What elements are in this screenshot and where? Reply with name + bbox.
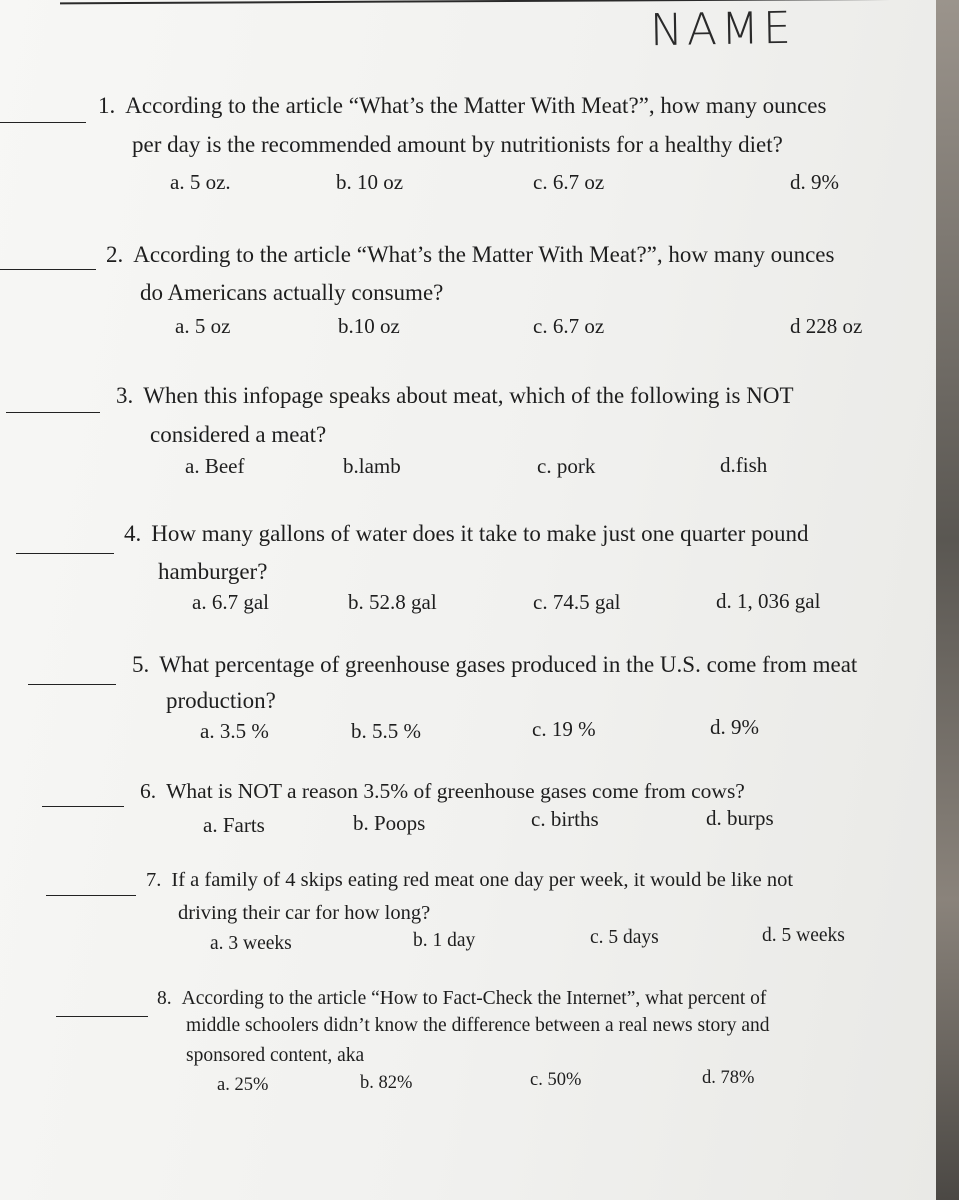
question-number: 3. (116, 383, 134, 408)
question-number: 1. (98, 93, 116, 118)
q8-option-a[interactable]: a. 25% (217, 1075, 269, 1095)
question-4-line-2: hamburger? (158, 559, 268, 584)
q4-option-c[interactable]: c. 74.5 gal (533, 590, 621, 614)
q2-option-b[interactable]: b.10 oz (338, 314, 400, 338)
question-text: When this infopage speaks about meat, which of the following is NOT (143, 383, 794, 408)
question-number: 6. (140, 779, 157, 803)
question-number: 8. (157, 988, 172, 1009)
q6-option-b[interactable]: b. Poops (353, 811, 426, 835)
question-8-line-3: sponsored content, aka (186, 1045, 365, 1066)
q8-option-d[interactable]: d. 78% (702, 1068, 755, 1088)
answer-blank-8[interactable] (56, 1016, 148, 1017)
question-text: How many gallons of water does it take to make just one quarter pound (151, 521, 809, 546)
q4-option-a[interactable]: a. 6.7 gal (192, 590, 269, 614)
q5-option-a[interactable]: a. 3.5 % (200, 719, 269, 743)
q1-option-b[interactable]: b. 10 oz (336, 170, 404, 194)
question-8-line-2: middle schoolers didn’t know the difference between a real news story and (186, 1015, 770, 1036)
answer-blank-6[interactable] (42, 806, 124, 807)
question-number: 5. (132, 652, 150, 677)
q6-option-c[interactable]: c. births (531, 807, 599, 831)
question-3-line-2: considered a meat? (150, 422, 327, 447)
question-text: What is NOT a reason 3.5% of greenhouse gases come from cows? (166, 779, 745, 803)
question-text: What percentage of greenhouse gases produced in the U.S. come from meat (159, 652, 858, 677)
q5-option-c[interactable]: c. 19 % (532, 717, 596, 741)
q1-option-a[interactable]: a. 5 oz. (170, 170, 231, 194)
answer-blank-3[interactable] (6, 412, 100, 413)
answer-blank-4[interactable] (16, 553, 114, 554)
question-text: If a family of 4 skips eating red meat one day per week, it would be like not (171, 869, 794, 891)
answer-blank-7[interactable] (46, 895, 136, 896)
q8-option-c[interactable]: c. 50% (530, 1070, 582, 1090)
q7-option-c[interactable]: c. 5 days (590, 927, 659, 948)
q3-option-b[interactable]: b.lamb (343, 454, 401, 478)
q5-option-d[interactable]: d. 9% (710, 715, 759, 739)
q6-option-d[interactable]: d. burps (706, 806, 774, 830)
question-7-line-1 (146, 870, 793, 891)
q2-option-c[interactable]: c. 6.7 oz (533, 314, 605, 338)
question-2-line-1 (106, 243, 834, 266)
background-surface (936, 0, 959, 1200)
answer-blank-1[interactable] (0, 122, 86, 123)
question-3-line-1 (116, 384, 794, 407)
question-number: 4. (124, 521, 142, 546)
q3-option-a[interactable]: a. Beef (185, 454, 245, 478)
q8-option-b[interactable]: b. 82% (360, 1073, 413, 1093)
top-edge-line (60, 0, 936, 4)
name-label: NAME (649, 2, 796, 57)
question-text: According to the article “How to Fact-Check the Internet”, what percent of (181, 988, 767, 1009)
question-6-line-1 (140, 781, 745, 803)
question-text: According to the article “What’s the Matter With Meat?”, how many ounces (133, 242, 835, 267)
q1-option-c[interactable]: c. 6.7 oz (533, 170, 605, 194)
q7-option-d[interactable]: d. 5 weeks (762, 925, 845, 946)
question-1-line-1 (98, 94, 826, 117)
q3-option-c[interactable]: c. pork (537, 454, 596, 478)
q7-option-b[interactable]: b. 1 day (413, 930, 476, 951)
answer-blank-5[interactable] (28, 684, 116, 685)
q3-option-d[interactable]: d.fish (720, 453, 768, 477)
question-1-line-2: per day is the recommended amount by nutritionists for a healthy diet? (132, 132, 783, 157)
question-text: According to the article “What’s the Matter With Meat?”, how many ounces (125, 93, 827, 118)
q7-option-a[interactable]: a. 3 weeks (210, 933, 292, 954)
question-number: 7. (146, 869, 162, 891)
question-7-line-2: driving their car for how long? (178, 902, 431, 924)
q2-option-a[interactable]: a. 5 oz (175, 314, 231, 338)
q4-option-b[interactable]: b. 52.8 gal (348, 590, 437, 614)
q1-option-d[interactable]: d. 9% (790, 170, 839, 194)
q4-option-d[interactable]: d. 1, 036 gal (716, 589, 821, 613)
answer-blank-2[interactable] (0, 269, 96, 270)
q2-option-d[interactable]: d 228 oz (790, 314, 863, 338)
q6-option-a[interactable]: a. Farts (203, 813, 265, 837)
question-5-line-2: production? (166, 688, 276, 713)
question-5-line-1 (132, 653, 857, 676)
question-4-line-1 (124, 522, 809, 545)
question-2-line-2: do Americans actually consume? (140, 280, 444, 305)
question-number: 2. (106, 242, 124, 267)
question-8-line-1 (157, 989, 766, 1009)
q5-option-b[interactable]: b. 5.5 % (351, 719, 421, 743)
